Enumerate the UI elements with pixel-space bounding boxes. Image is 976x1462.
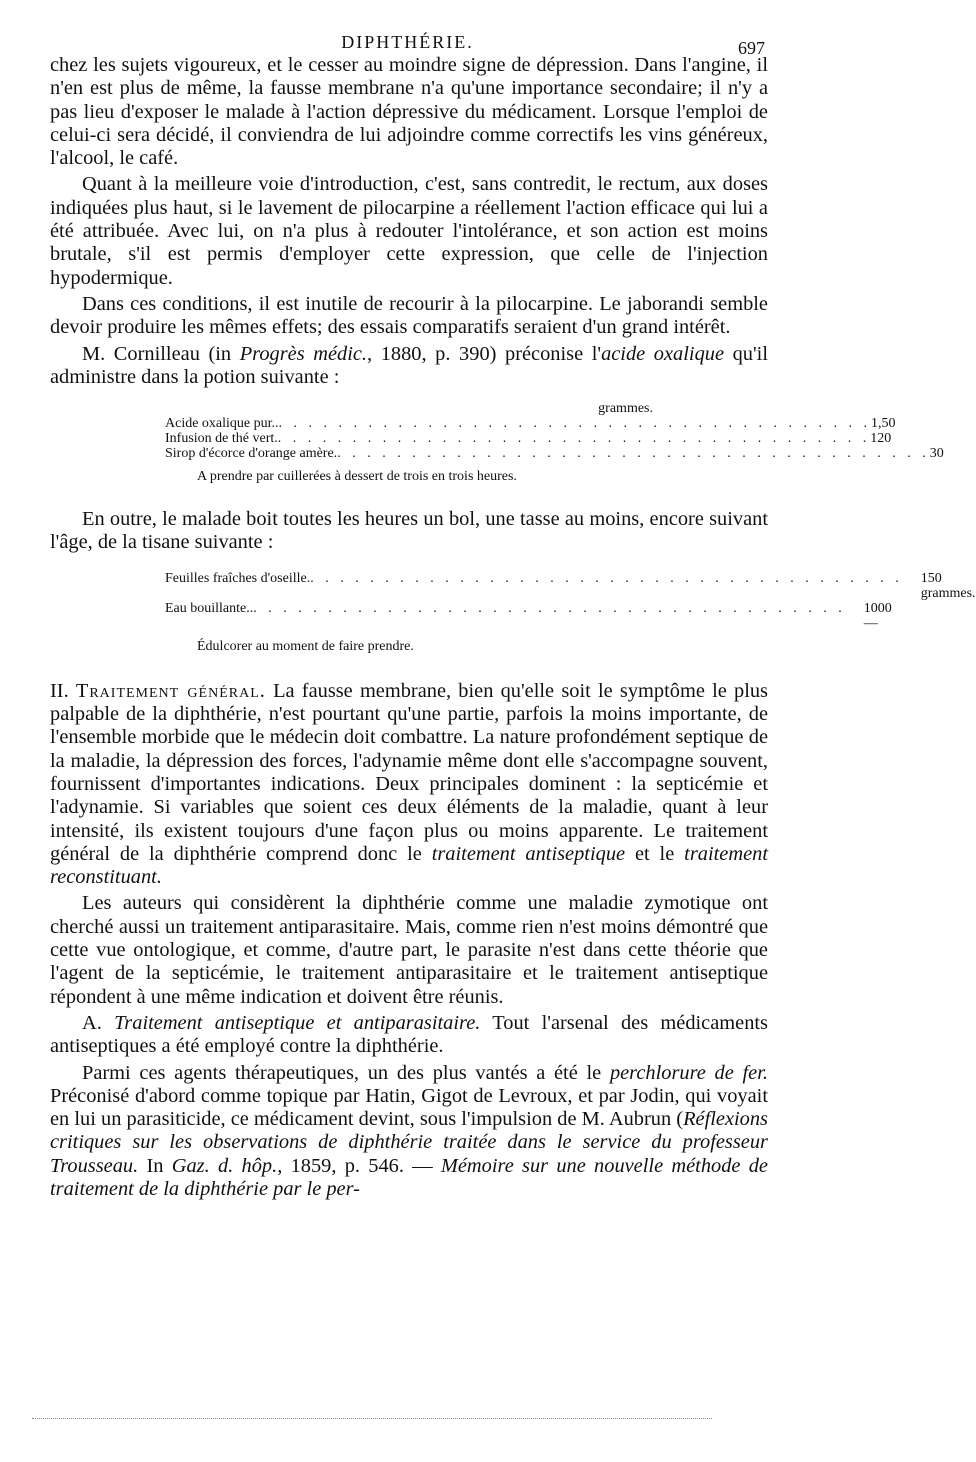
text-run: qu'il administre dans la potion suivante :: [50, 342, 768, 388]
section-number: II.: [50, 679, 76, 702]
text-run: , 1880, p. 390) préconise l': [367, 342, 602, 365]
prescription-row: [165, 600, 892, 631]
paragraph-5: En outre, le malade boit toutes les heures un bol, une tasse au moins, encore suivant l'âge, de la tisane suivante :: [50, 508, 768, 554]
paragraph-3: Dans ces conditions, il est inutile de recourir à la pilocarpine. Le jaborandi semble devoir produire les mêmes effets; des essais comparatifs seraient d'un grand intérêt.: [50, 292, 768, 339]
leader-dots: . . . . . . . . . . . . . . . . . . . . . . . . . . . . . . . . . . . . . . . .: [253, 600, 846, 616]
emphasis: acide oxalique: [601, 342, 725, 365]
prescription-row: [165, 446, 944, 462]
leader-dots: . . . . . . . . . . . . . . . . . . . . . . . . . . . . . . . . . . . . . . . .: [337, 446, 930, 462]
leader-dots: . . . . . . . . . . . . . . . . . . . . . . . . . . . . . . . . . . . . . . . .: [278, 416, 872, 432]
quantity: 1,50: [871, 416, 896, 432]
text-run: Tout l'arsenal des médicaments antiseptiques a été employé contre la diphthérie.: [50, 1011, 768, 1058]
ingredient: Sirop d'écorce d'orange amère.: [165, 446, 338, 462]
ingredient: Infusion de thé vert.: [165, 431, 278, 447]
prescription-row: [165, 570, 976, 601]
page-number: 697: [738, 38, 765, 58]
section-heading: Traitement général.: [75, 679, 266, 702]
text-run: In: [138, 1154, 172, 1177]
leader-dots: . . . . . . . . . . . . . . . . . . . . . . . . . . . . . . . . . . . . . . . .: [277, 431, 871, 447]
prescription-row: [165, 416, 896, 432]
journal-title: Progrès médic.: [239, 342, 368, 365]
subsection-heading: Traitement antiseptique et antiparasitaire.: [114, 1011, 481, 1034]
ingredient: Feuilles fraîches d'oseille.: [165, 570, 311, 586]
ingredient: Eau bouillante..: [165, 600, 254, 616]
emphasis: traitement reconstituant.: [50, 842, 768, 889]
paragraph-7: Les auteurs qui considèrent la diphthérie comme une maladie zymotique ont cherché aussi un traitement antiparasitaire. Mais, comme rien n'est moins démontré que cette vue ontologique, et comme, d'autre part, le parasite n'est dans cette théorie que l'agent de la septicémie, le traitement antiparasitaire et le traitement antiseptique répondent à une même indication et doivent être réunis.: [50, 892, 768, 1008]
emphasis: traitement antiseptique: [431, 842, 626, 865]
running-title: DIPHTHÉRIE.: [341, 32, 474, 52]
text-run: Parmi ces agents thérapeutiques, un des plus vantés a été le: [82, 1061, 610, 1084]
paragraph-4: [50, 343, 768, 390]
paragraph-8: [50, 1012, 768, 1059]
quantity: 150 grammes.: [920, 570, 976, 601]
subsection-letter: A.: [82, 1011, 115, 1034]
citation-title: Mémoire sur une nouvelle méthode de traitement de la diphthérie par le per-: [50, 1154, 768, 1200]
emphasis: perchlorure de fer.: [609, 1061, 768, 1084]
leader-dots: . . . . . . . . . . . . . . . . . . . . . . . . . . . . . . . . . . . . . . . .: [310, 570, 903, 586]
paragraph-2: Quant à la meilleure voie d'introduction, c'est, sans contredit, le rectum, aux doses indiquées plus haut, si le lavement de pilocarpine a réellement l'action efficace qui lui a été attribuée. Avec lui, on n'a plus à redouter l'intolérance, et son action est moins brutale, s'il est permis d'employer cette expression, que celle de l'injection hypodermique.: [50, 173, 768, 289]
quantity: 1000 —: [863, 600, 892, 631]
text-run: , 1859, p. 546. —: [277, 1154, 441, 1177]
prescription-note: A prendre par cuillerées à dessert de trois en trois heures.: [197, 469, 517, 485]
text-run: La fausse membrane, bien qu'elle soit le symptôme le plus palpable de la diphthérie, n'est pourtant qu'une partie, parfois la moins importante, de l'ensemble morbide que le médecin doit combattre. La nature profondément septique de la maladie, la dépression des forces, l'adynamie même dont elle s'accompagne souvent, fournissent d'importantes indications. Deux principales dominent : la septicémie et l'adynamie. Si variables que soient ces deux éléments de la maladie, quant à leur intensité, ils existent toujours d'une façon plus ou moins apparente. Le traitement général de la diphthérie comprend donc le: [50, 679, 768, 865]
quantity: 30: [929, 446, 944, 462]
paragraph-6: [50, 680, 768, 890]
journal-title: Gaz. d. hôp.: [171, 1154, 278, 1177]
prescription-note: Édulcorer au moment de faire prendre.: [197, 638, 414, 654]
citation-title: Réflexions critiques sur les observations de diphthérie traitée dans le service du professeur Trousseau.: [50, 1108, 768, 1177]
prescription-1: [165, 401, 944, 485]
prescription-2: [165, 570, 976, 654]
page-body: [50, 54, 976, 1201]
footer-scan-marks: [32, 1418, 712, 1420]
page-header: [50, 30, 765, 56]
paragraph-1: chez les sujets vigoureux, et le cesser au moindre signe de dépression. Dans l'angine, il n'en est plus de même, la fausse membrane n'a qu'une importance secondaire; il n'y a pas lieu d'exposer le malade à l'action dépressive du médicament. Lorsque l'emploi de celui-ci sera décidé, il conviendra de lui adjoindre comme correctifs les vins généreux, l'alcool, le café.: [50, 54, 768, 170]
text-run: et le: [625, 842, 685, 865]
unit-header: grammes.: [598, 401, 653, 417]
paragraph-9: [50, 1062, 768, 1202]
text-run: Préconisé d'abord comme topique par Hatin, Gigot de Levroux, et par Jodin, qui voyait en lui un parasiticide, ce médicament devint, sous l'impulsion de M. Aubrun (: [50, 1084, 768, 1131]
quantity: 120: [870, 431, 892, 447]
ingredient: Acide oxalique pur..: [165, 416, 279, 432]
prescription-row: [165, 431, 892, 447]
text-run: M. Cornilleau (in: [82, 342, 240, 365]
